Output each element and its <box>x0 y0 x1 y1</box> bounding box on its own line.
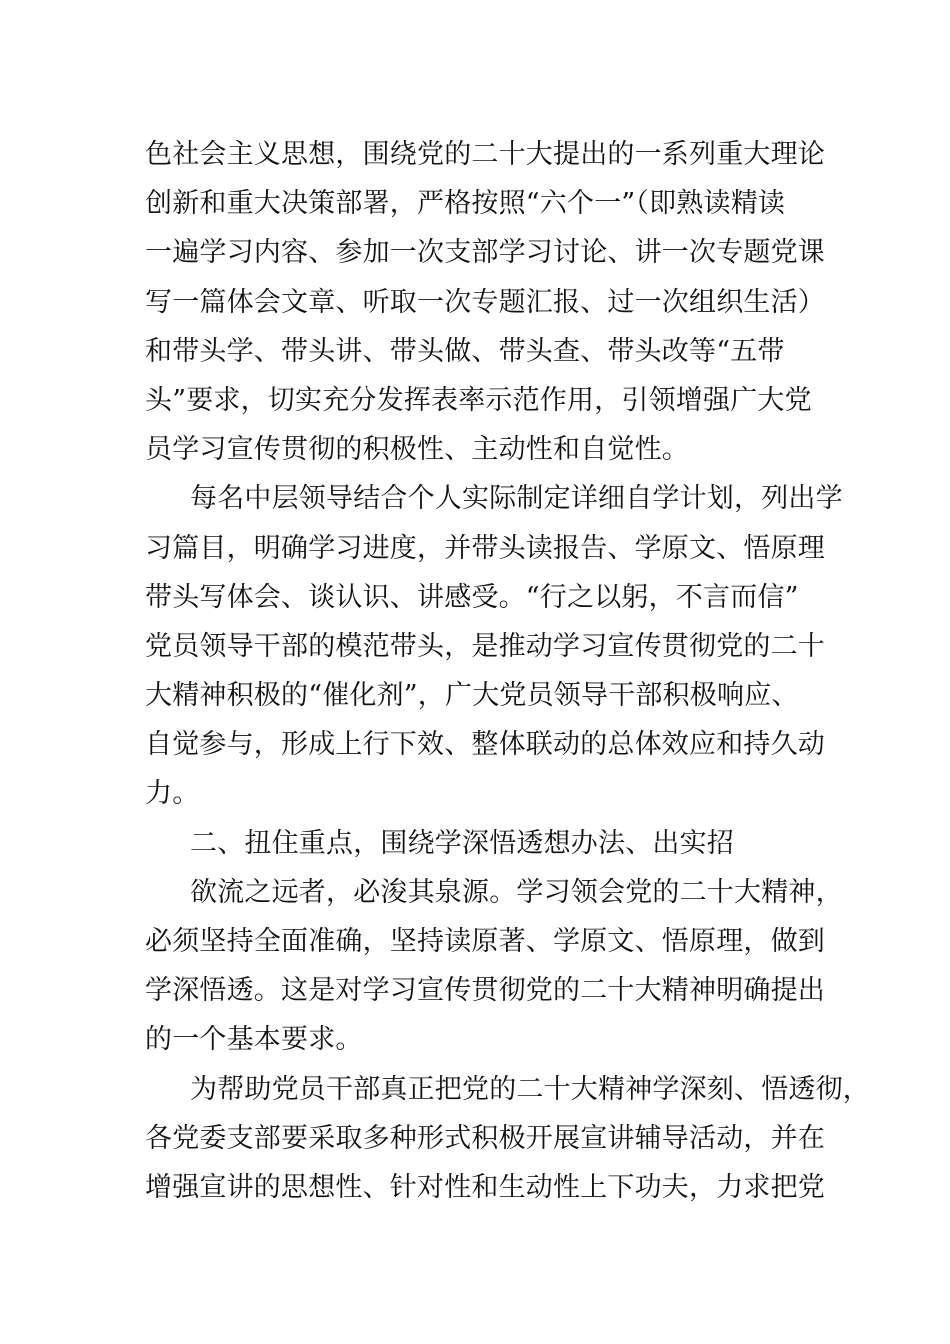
paragraph-first-line: 为帮助党员干部真正把党的二十大精神学深刻、悟透彻， <box>190 1073 870 1105</box>
document-body <box>145 130 870 1212</box>
paragraph-first-line: 欲流之远者，必浚其泉源。学习领会党的二十大精神， <box>190 876 843 908</box>
text-line: 和带头学、带头讲、带头做、带头查、带头改等“五带 <box>145 335 785 367</box>
text-line: 党员领导干部的模范带头，是推动学习宣传贯彻党的二十 <box>145 630 825 662</box>
text-line: 带头写体会、谈认识、讲感受。“行之以躬，不言而信” <box>145 581 799 613</box>
text-line: 各党委支部要采取多种形式积极开展宣讲辅导活动，并在 <box>145 1122 825 1154</box>
text-line: 色社会主义思想，围绕党的二十大提出的一系列重大理论 <box>145 139 825 170</box>
text-line: 习篇目，明确学习进度，并带头读报告、学原文、悟原理 <box>145 532 825 564</box>
text-line: 头”要求，切实充分发挥表率示范作用，引领增强广大党 <box>145 384 812 416</box>
text-line: 力。 <box>145 778 200 810</box>
text-line: 一遍学习内容、参加一次支部学习讨论、讲一次专题党课 <box>145 237 825 269</box>
paragraph-first-line: 每名中层领导结合个人实际制定详细自学计划，列出学 <box>190 483 843 515</box>
text-line: 大精神积极的“催化剂”，广大党员领导干部积极响应、 <box>145 680 799 712</box>
text-line: 员学习宣传贯彻的积极性、主动性和自觉性。 <box>145 434 689 466</box>
text-line: 学深悟透。这是对学习宣传贯彻党的二十大精神明确提出 <box>145 975 825 1007</box>
text-line: 增强宣讲的思想性、针对性和生动性上下功夫，力求把党 <box>145 1171 825 1203</box>
text-line: 创新和重大决策部署，严格按照“六个一”（即熟读精读 <box>145 188 786 220</box>
text-line: 必须坚持全面准确，坚持读原著、学原文、悟原理，做到 <box>145 926 825 957</box>
text-line: 写一篇体会文章、听取一次专题汇报、过一次组织生活） <box>145 286 825 318</box>
text-line: 自觉参与，形成上行下效、整体联动的总体效应和持久动 <box>145 729 825 761</box>
text-line: 的一个基本要求。 <box>145 1024 363 1056</box>
section-heading: 二、扭住重点，围绕学深悟透想办法、出实招 <box>190 827 734 859</box>
